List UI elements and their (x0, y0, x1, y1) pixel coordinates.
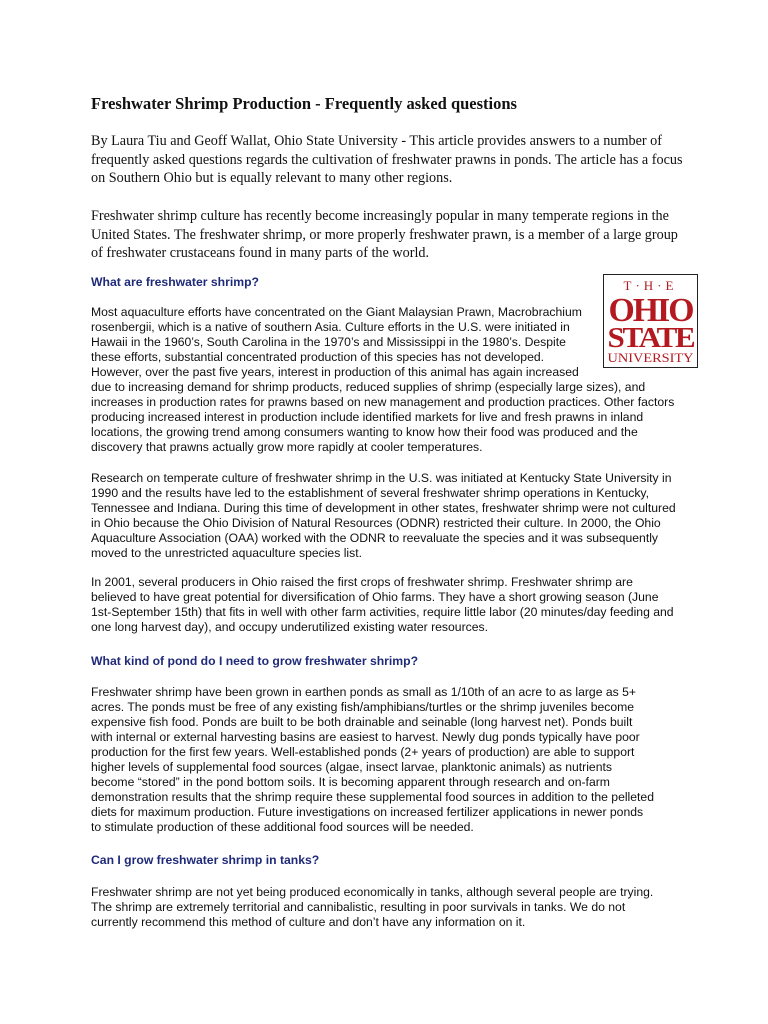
section-paragraph: In 2001, several producers in Ohio raised the first crops of freshwater shrimp. Freshwater shrimp are believed to have great potential for diversification of Ohio farms. They have a short growing season (June 1st-September 15th) that fits in well with other farm activities, require little labor (20 minutes/day feeding and one long harvest day), and occupy underutilized existing water resources. (91, 575, 674, 634)
logo-line-ohio: OHIO (608, 292, 694, 329)
section-heading-what-are-shrimp: What are freshwater shrimp? (91, 275, 259, 289)
intro-paragraph: Freshwater shrimp culture has recently become increasingly popular in many temperate regions in the United States. The freshwater shrimp, or more properly freshwater prawn, is a member of a large group of freshwater crustaceans found in many parts of the world. (91, 208, 678, 261)
intro-paragraph: By Laura Tiu and Geoff Wallat, Ohio State University - This article provides answers to a number of frequently asked questions regards the cultivation of freshwater prawns in ponds. The article has a focus on Southern Ohio but is equally relevant to many other regions. (91, 133, 683, 186)
section-heading-tanks: Can I grow freshwater shrimp in tanks? (91, 853, 320, 867)
section-paragraph: Research on temperate culture of freshwater shrimp in the U.S. was initiated at Kentucky State University in 1990 and the results have led to the establishment of several freshwater shrimp operations in Kentucky, Tennessee and Indiana. During this time of development in other states, freshwater shrimp were not cultured in Ohio because the Ohio Division of Natural Resources (ODNR) restricted their culture. In 2000, the Ohio Aquaculture Association (OAA) worked with the ODNR to reevaluate the species and it was subsequently moved to the unrestricted aquaculture species list. (91, 471, 676, 560)
logo-line-the: T·H·E (623, 278, 678, 293)
section-paragraph: Freshwater shrimp have been grown in earthen ponds as small as 1/10th of an acre to as large as 5+ acres. The ponds must be free of any existing fish/amphibians/turtles or the shrimp juveniles become expensive fish food. Ponds are built to be both drainable and seinable (long harvest net). Ponds built with internal or external harvesting basins are easiest to harvest. Newly dug ponds typically have poor production for the first few years. Well-established ponds (2+ years of production) are able to support higher levels of supplemental food sources (algae, insect larvae, planktonic animals) as nutrients become “stored” in the pond bottom soils. It is becoming apparent through research and on-farm demonstration results that the shrimp require these supplemental food sources in addition to the pelleted diets for maximum production. Future investigations on increased fertilizer applications in newer ponds to stimulate production of these additional food sources will be needed. (91, 685, 654, 834)
logo-line-state: STATE (607, 323, 695, 354)
logo-line-university: UNIVERSITY (607, 350, 695, 365)
section-paragraph: Freshwater shrimp are not yet being produced economically in tanks, although several people are trying. The shrimp are extremely territorial and cannibalistic, resulting in poor survivals in tanks. We do not currently recommend this method of culture and don’t have any information on it. (91, 885, 654, 929)
section-paragraph: Most aquaculture efforts have concentrated on the Giant Malaysian Prawn, Macrobrachium rosenbergii, which is a native of southern Asia. Culture efforts in the U.S. were initiated in Hawaii in the 1960’s, South Carolina in the 1970’s and Mississippi in the 1980’s. Despite these efforts, substantial concentrated production of this species has not developed. However, over the past five years, interest in production of this animal has again increased due to increasing demand for shrimp products, reduced supplies of shrimp (especially large sizes), and increases in production rates for prawns based on new management and production practices. Other factors producing increased interest in production include identified markets for live and fresh prawns in inland locations, the growing trend among consumers wanting to know how their food was produced and the discovery that prawns actually grow more rapidly at cooler temperatures. (91, 305, 675, 454)
page-title: Freshwater Shrimp Production - Frequently asked questions (91, 94, 517, 113)
section-heading-pond: What kind of pond do I need to grow freshwater shrimp? (91, 654, 419, 668)
